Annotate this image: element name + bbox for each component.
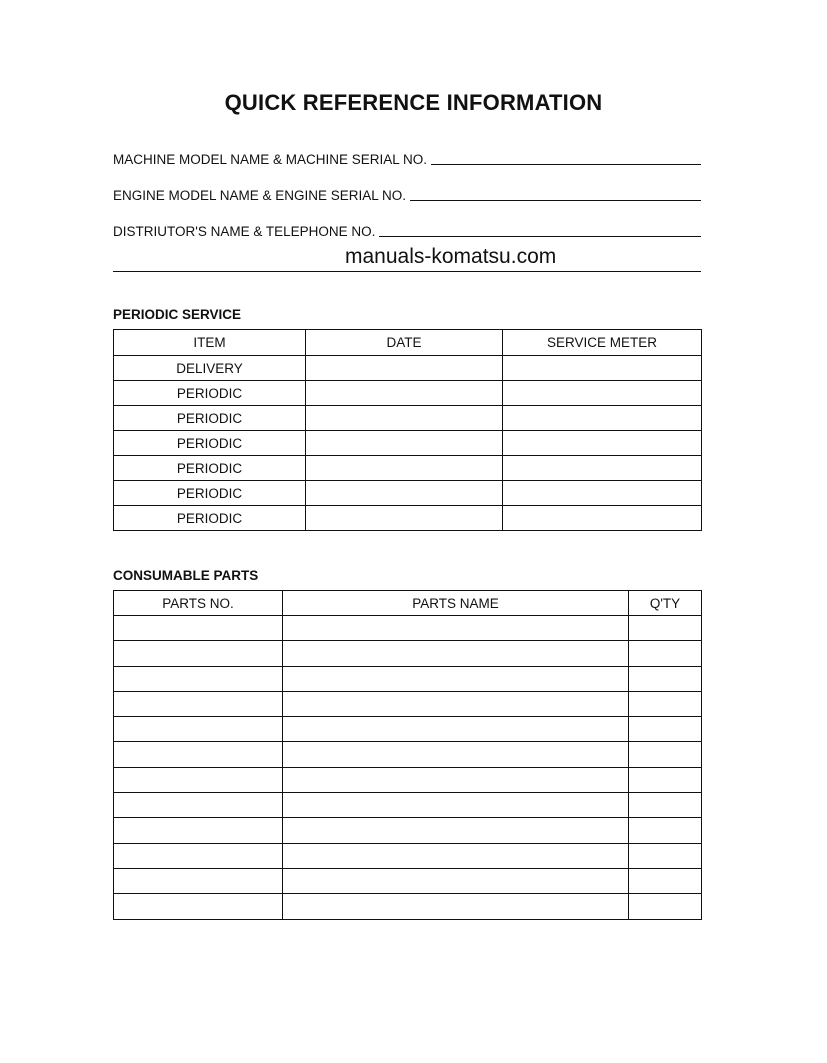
service-meter-cell[interactable] [503,381,702,406]
service-item-cell: PERIODIC [114,506,306,531]
header-service-meter: SERVICE METER [503,330,702,356]
qty-cell[interactable] [629,868,702,893]
parts-no-cell[interactable] [114,691,283,716]
parts-name-cell[interactable] [283,843,629,868]
service-meter-cell[interactable] [503,481,702,506]
table-header-row [114,591,702,616]
parts-name-cell[interactable] [283,818,629,843]
periodic-service-table [113,329,702,531]
machine-model-field [113,146,701,168]
parts-no-cell[interactable] [114,641,283,666]
service-item-cell: PERIODIC [114,481,306,506]
parts-name-cell[interactable] [283,767,629,792]
table-row [114,381,702,406]
parts-no-cell[interactable] [114,666,283,691]
table-row [114,431,702,456]
service-item-cell: PERIODIC [114,431,306,456]
service-meter-cell[interactable] [503,356,702,381]
table-row [114,691,702,716]
service-meter-cell[interactable] [503,406,702,431]
consumable-parts-title: CONSUMABLE PARTS [113,568,259,583]
service-date-cell[interactable] [306,481,503,506]
service-item-cell: PERIODIC [114,456,306,481]
distributor-label: DISTRIUTOR'S NAME & TELEPHONE NO. [113,224,376,239]
service-date-cell[interactable] [306,381,503,406]
service-item-cell: PERIODIC [114,406,306,431]
table-row [114,666,702,691]
service-date-cell[interactable] [306,506,503,531]
consumable-parts-table [113,590,702,920]
table-row [114,818,702,843]
service-date-cell[interactable] [306,431,503,456]
table-header-row [114,330,702,356]
parts-no-cell[interactable] [114,616,283,641]
service-item-cell: PERIODIC [114,381,306,406]
machine-model-input-line[interactable] [431,164,701,165]
parts-name-cell[interactable] [283,616,629,641]
qty-cell[interactable] [629,717,702,742]
qty-cell[interactable] [629,818,702,843]
table-row [114,843,702,868]
table-row [114,894,702,919]
qty-cell[interactable] [629,616,702,641]
parts-no-cell[interactable] [114,742,283,767]
table-row [114,742,702,767]
qty-cell[interactable] [629,843,702,868]
header-date: DATE [306,330,503,356]
parts-no-cell[interactable] [114,894,283,919]
header-item: ITEM [114,330,306,356]
qty-cell[interactable] [629,894,702,919]
table-row [114,406,702,431]
periodic-service-title: PERIODIC SERVICE [113,307,242,322]
table-row [114,717,702,742]
table-row [114,506,702,531]
service-item-cell: DELIVERY [114,356,306,381]
table-row [114,868,702,893]
parts-name-cell[interactable] [283,742,629,767]
parts-no-cell[interactable] [114,793,283,818]
service-meter-cell[interactable] [503,506,702,531]
header-parts-no: PARTS NO. [114,591,283,616]
service-meter-cell[interactable] [503,431,702,456]
parts-name-cell[interactable] [283,717,629,742]
parts-name-cell[interactable] [283,793,629,818]
parts-no-cell[interactable] [114,767,283,792]
page-title: QUICK REFERENCE INFORMATION [224,90,603,115]
table-row [114,767,702,792]
parts-no-cell[interactable] [114,868,283,893]
qty-cell[interactable] [629,691,702,716]
parts-name-cell[interactable] [283,894,629,919]
parts-no-cell[interactable] [114,818,283,843]
header-parts-name: PARTS NAME [283,591,629,616]
service-date-cell[interactable] [306,356,503,381]
qty-cell[interactable] [629,666,702,691]
service-date-cell[interactable] [306,456,503,481]
machine-model-label: MACHINE MODEL NAME & MACHINE SERIAL NO. [113,152,428,167]
service-meter-cell[interactable] [503,456,702,481]
engine-model-label: ENGINE MODEL NAME & ENGINE SERIAL NO. [113,188,407,203]
table-row [114,356,702,381]
table-row [114,456,702,481]
parts-no-cell[interactable] [114,843,283,868]
header-qty: Q'TY [629,591,702,616]
parts-no-cell[interactable] [114,717,283,742]
table-row [114,793,702,818]
table-row [114,616,702,641]
distributor-field [113,218,701,240]
engine-model-input-line[interactable] [410,200,701,201]
parts-name-cell[interactable] [283,868,629,893]
service-date-cell[interactable] [306,406,503,431]
qty-cell[interactable] [629,742,702,767]
qty-cell[interactable] [629,793,702,818]
parts-name-cell[interactable] [283,691,629,716]
watermark: manuals-komatsu.com [345,245,557,268]
parts-name-cell[interactable] [283,666,629,691]
distributor-extra-line[interactable] [113,271,701,272]
distributor-input-line[interactable] [379,236,701,237]
table-row [114,481,702,506]
qty-cell[interactable] [629,641,702,666]
qty-cell[interactable] [629,767,702,792]
engine-model-field [113,182,701,204]
table-row [114,641,702,666]
parts-name-cell[interactable] [283,641,629,666]
